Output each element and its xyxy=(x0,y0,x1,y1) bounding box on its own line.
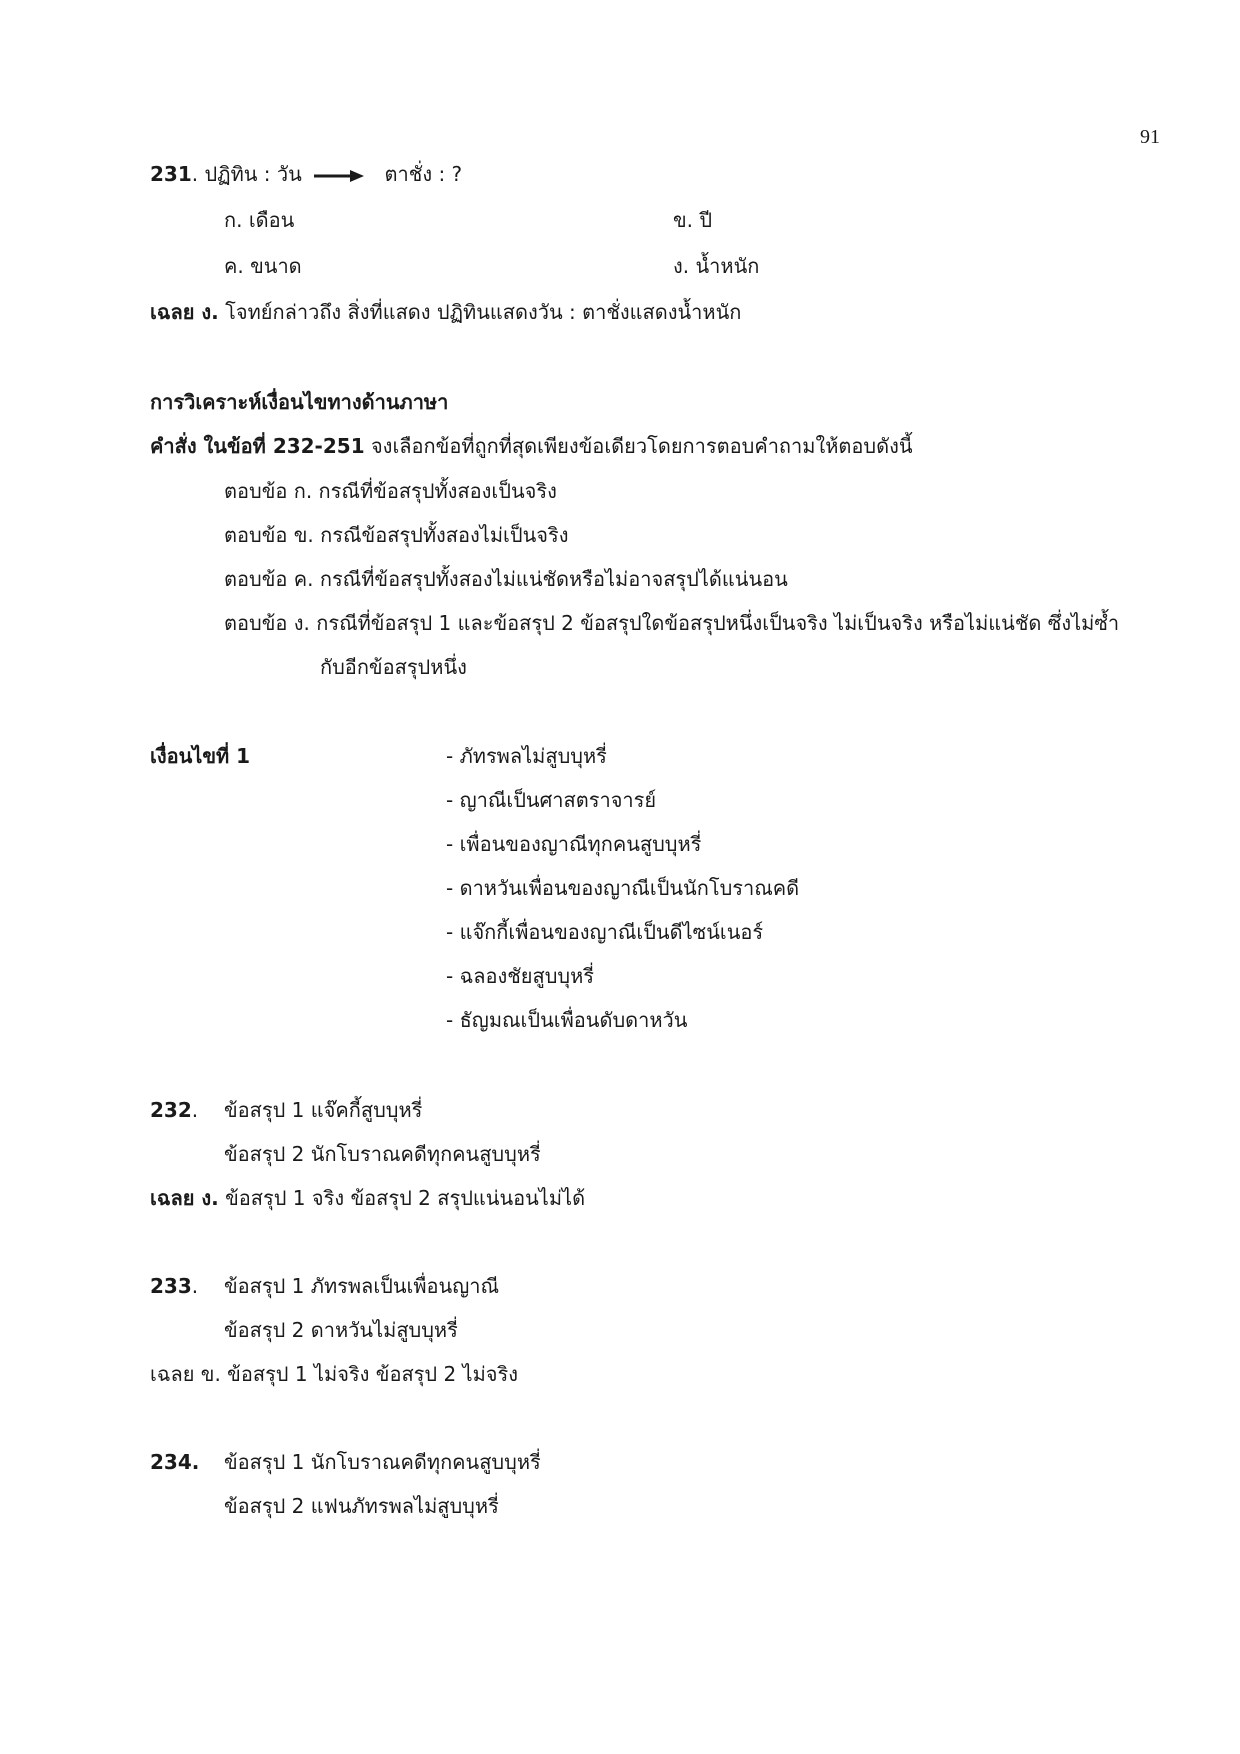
answer-232 xyxy=(150,1184,585,1212)
answer-text: โจทย์กล่าวถึง สิ่งที่แสดง ปฏิทินแสดงวัน : ตาชั่งแสดงน้ำหนัก xyxy=(218,300,742,324)
condition-label: เงื่อนไขที่ 1 xyxy=(150,744,251,768)
rule-d-continuation: กับอีกข้อสรุปหนึ่ง xyxy=(320,655,467,679)
right-arrow-icon xyxy=(314,169,364,183)
question-dot: . xyxy=(191,1274,199,1298)
conclusion-2: ข้อสรุป 2 แฟนภัทรพลไม่สูบบุหรี่ xyxy=(224,1494,499,1518)
condition-item: - ธัญมณเป็นเพื่อนดับดาหวัน xyxy=(446,1008,688,1032)
rule-c: ตอบข้อ ค. กรณีที่ข้อสรุปทั้งสองไม่แน่ชัดหรือไม่อาจสรุปได้แน่นอน xyxy=(224,567,788,591)
conclusion-2: ข้อสรุป 2 ดาหวันไม่สูบบุหรี่ xyxy=(224,1318,458,1342)
question-233-number xyxy=(150,1272,198,1300)
answer-label: เฉลย ง. xyxy=(150,1186,219,1210)
rule-b: ตอบข้อ ข. กรณีข้อสรุปทั้งสองไม่เป็นจริง xyxy=(224,523,569,547)
instruction-text: จงเลือกข้อที่ถูกที่สุดเพียงข้อเดียวโดยการตอบคำถามให้ตอบดังนี้ xyxy=(364,434,913,458)
option-c: ค. ขนาด xyxy=(224,254,302,278)
condition-item: - ฉลองชัยสูบบุหรี่ xyxy=(446,964,595,988)
page-number: 91 xyxy=(1140,126,1160,148)
question-dot: . xyxy=(191,1098,199,1122)
section-heading: การวิเคราะห์เงื่อนไขทางด้านภาษา xyxy=(150,390,449,414)
question-231-stem xyxy=(150,160,462,188)
instruction xyxy=(150,432,913,460)
question-stem-right: ตาชั่ง : ? xyxy=(384,162,463,186)
condition-item: - เพื่อนของญาณีทุกคนสูบบุหรี่ xyxy=(446,832,702,856)
condition-item: - ดาหวันเพื่อนของญาณีเป็นนักโบราณคดี xyxy=(446,876,800,900)
answer-label: เฉลย ง. xyxy=(150,300,219,324)
question-number: 233 xyxy=(150,1274,192,1298)
option-a: ก. เดือน xyxy=(224,208,295,232)
condition-item: - แจ๊กกี้เพื่อนของญาณีเป็นดีไซน์เนอร์ xyxy=(446,920,764,944)
answer-231 xyxy=(150,298,741,326)
conclusion-1: ข้อสรุป 1 แจ๊คกี้สูบบุหรี่ xyxy=(224,1098,423,1122)
answer-text: ข้อสรุป 1 จริง ข้อสรุป 2 สรุปแน่นอนไม่ได้ xyxy=(218,1186,586,1210)
rule-a: ตอบข้อ ก. กรณีที่ข้อสรุปทั้งสองเป็นจริง xyxy=(224,479,557,503)
conclusion-1: ข้อสรุป 1 ภัทรพลเป็นเพื่อนญาณี xyxy=(224,1274,500,1298)
instruction-label: คำสั่ง ในข้อที่ 232-251 xyxy=(150,434,365,458)
condition-item: - ภัทรพลไม่สูบบุหรี่ xyxy=(446,744,607,768)
conclusion-2: ข้อสรุป 2 นักโบราณคดีทุกคนสูบบุหรี่ xyxy=(224,1142,541,1166)
conclusion-1: ข้อสรุป 1 นักโบราณคดีทุกคนสูบบุหรี่ xyxy=(224,1450,541,1474)
question-stem-left: . ปฏิทิน : วัน xyxy=(191,162,302,186)
question-number: 232 xyxy=(150,1098,192,1122)
option-d: ง. น้ำหนัก xyxy=(673,254,760,278)
condition-item: - ญาณีเป็นศาสตราจารย์ xyxy=(446,788,657,812)
question-number: 231 xyxy=(150,162,192,186)
answer-233: เฉลย ข. ข้อสรุป 1 ไม่จริง ข้อสรุป 2 ไม่จริง xyxy=(150,1362,519,1386)
question-234-number: 234. xyxy=(150,1450,200,1474)
rule-d: ตอบข้อ ง. กรณีที่ข้อสรุป 1 และข้อสรุป 2 ข้อสรุปใดข้อสรุปหนึ่งเป็นจริง ไม่เป็นจริง หรือไม่แน่ชัด ซึ่งไม่ซ้ำ xyxy=(224,611,1120,635)
question-232-number xyxy=(150,1096,198,1124)
option-b: ข. ปี xyxy=(673,208,713,232)
